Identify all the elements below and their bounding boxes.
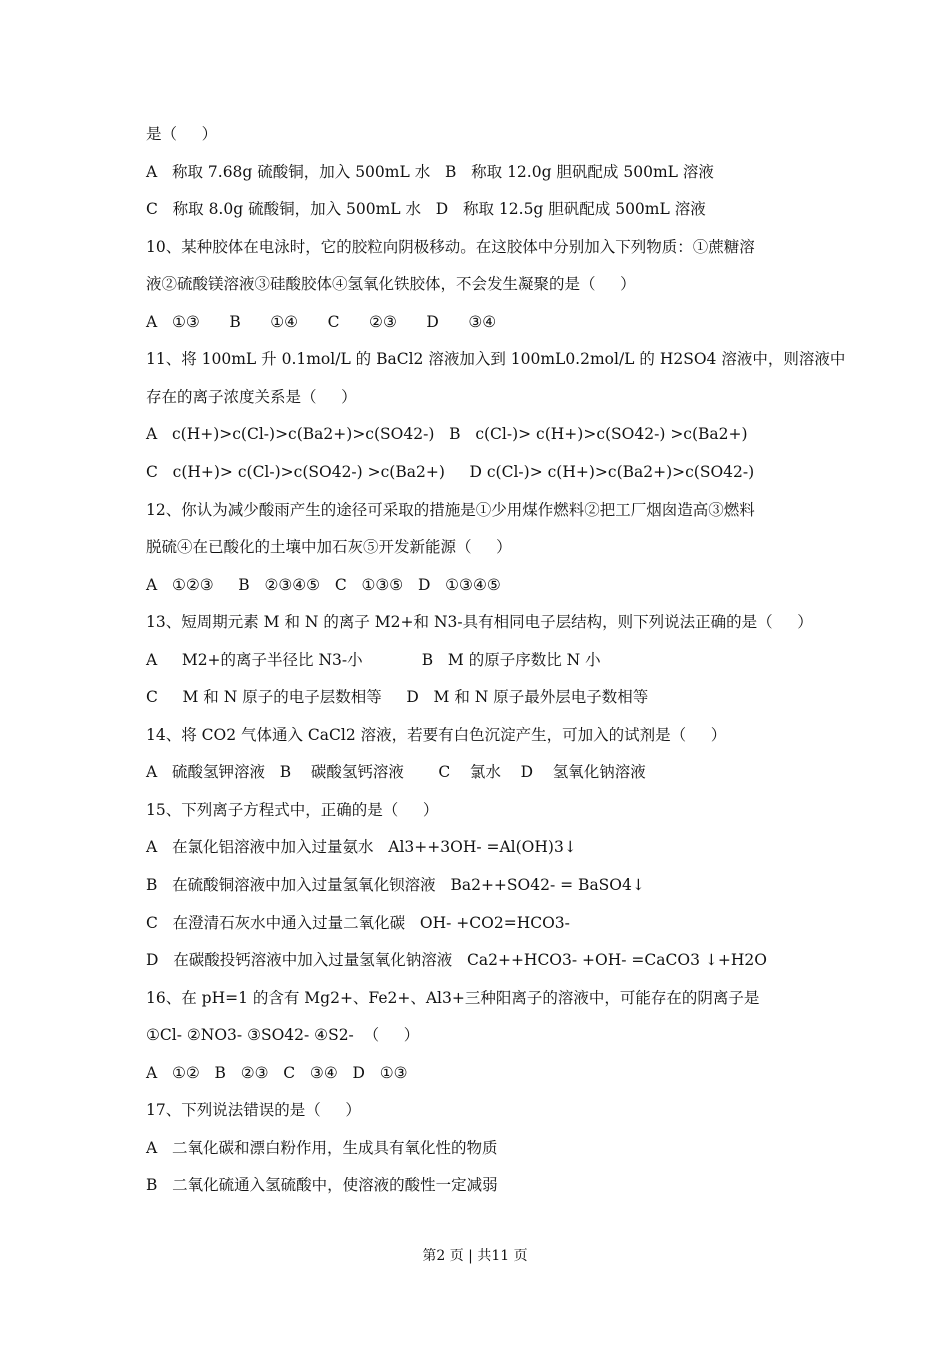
text-line: 13、短周期元素 M 和 N 的离子 M2+和 N3-具有相同电子层结构，则下列说法正确的是（ ） [146,613,813,631]
text-line: ①Cl- ②NO3- ③SO42- ④S2- （ ） [146,1026,420,1044]
text-line: A M2+的离子半径比 N3-小 B M 的原子序数比 N 小 [146,651,601,669]
text-line: A 二氧化碳和漂白粉作用，生成具有氧化性的物质 [146,1139,498,1157]
text-line: B 在硫酸铜溶液中加入过量氢氧化钡溶液 Ba2++SO42- = BaSO4↓ [146,876,645,894]
text-line: 15、下列离子方程式中，正确的是（ ） [146,801,439,819]
text-line: A 硫酸氢钾溶液 B 碳酸氢钙溶液 C 氯水 D 氢氧化钠溶液 [146,763,646,781]
text-line: A c(H+)>c(Cl-)>c(Ba2+)>c(SO42-) B c(Cl-)> c(H+)>c(SO42-) >c(Ba2+) [146,425,748,443]
text-line: A 在氯化铝溶液中加入过量氨水 Al3++3OH- =Al(OH)3↓ [146,838,577,856]
text-line: 12、你认为减少酸雨产生的途径可采取的措施是①少用煤作燃料②把工厂烟囱造高③燃料 [146,501,755,519]
text-line: D 在碳酸投钙溶液中加入过量氢氧化钠溶液 Ca2++HCO3- +OH- =CaCO3 ↓+H2O [146,951,767,969]
text-line: 脱硫④在已酸化的土壤中加石灰⑤开发新能源（ ） [146,538,512,556]
text-line: 14、将 CO2 气体通入 CaCl2 溶液，若要有白色沉淀产生，可加入的试剂是（ ） [146,726,727,744]
text-line: 10、某种胶体在电泳时，它的胶粒向阴极移动。在这胶体中分别加入下列物质：①蔗糖溶 [146,238,755,256]
page-footer: 第2 页 | 共11 页 [422,1248,528,1264]
text-line: C M 和 N 原子的电子层数相等 D M 和 N 原子最外层电子数相等 [146,688,649,706]
text-line: C c(H+)> c(Cl-)>c(SO42-) >c(Ba2+) D c(Cl-)> c(H+)>c(Ba2+)>c(SO42-) [146,463,755,481]
text-line: A ①③ B ①④ C ②③ D ③④ [146,313,497,331]
text-line: 存在的离子浓度关系是（ ） [146,388,357,406]
text-line: 是（ ） [146,125,218,143]
text-line: B 二氧化硫通入氢硫酸中，使溶液的酸性一定减弱 [146,1176,498,1194]
text-line: C 在澄清石灰水中通入过量二氧化碳 OH- +CO2=HCO3- [146,914,570,932]
text-line: A ①②③ B ②③④⑤ C ①③⑤ D ①③④⑤ [146,576,501,594]
text-line: A ①② B ②③ C ③④ D ①③ [146,1064,408,1082]
text-line: C 称取 8.0g 硫酸铜，加入 500mL 水 D 称取 12.5g 胆矾配成 500mL 溶液 [146,200,706,218]
text-line: 17、下列说法错误的是（ ） [146,1101,361,1119]
text-line: 11、将 100mL 升 0.1mol/L 的 BaCl2 溶液加入到 100mL0.2mol/L 的 H2SO4 溶液中，则溶液中 [146,350,846,368]
text-line: A 称取 7.68g 硫酸铜，加入 500mL 水 B 称取 12.0g 胆矾配成 500mL 溶液 [146,163,714,181]
text-line: 液②硫酸镁溶液③硅酸胶体④氢氧化铁胶体，不会发生凝聚的是（ ） [146,275,636,293]
text-line: 16、在 pH=1 的含有 Mg2+、Fe2+、Al3+三种阳离子的溶液中，可能存在的阴离子是 [146,989,760,1007]
